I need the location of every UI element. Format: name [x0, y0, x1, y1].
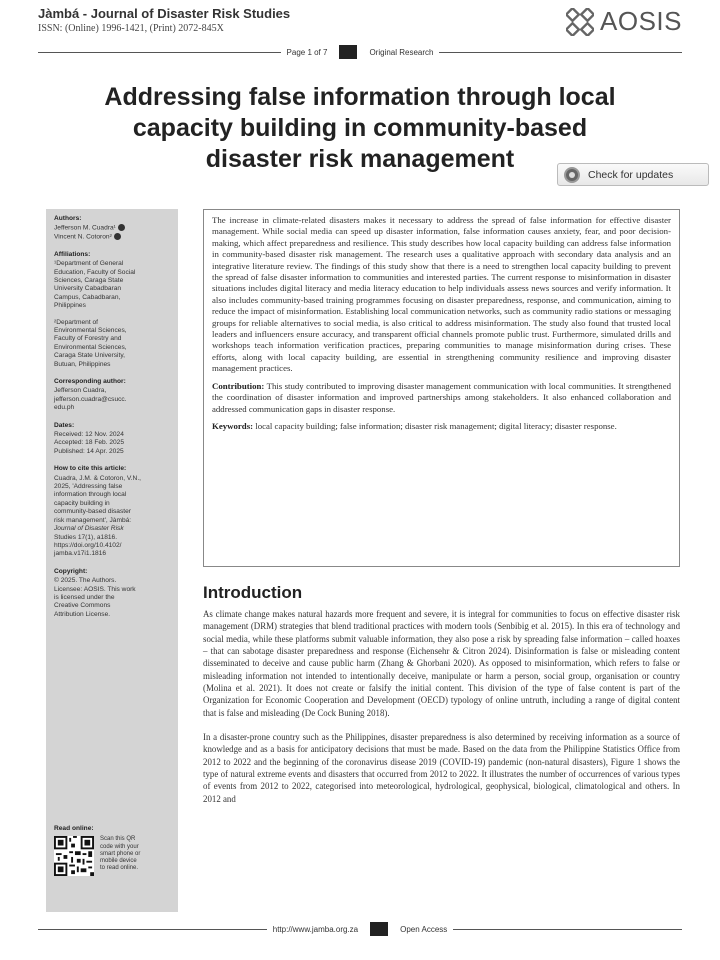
paragraph: In a disaster-prone country such as the Philippines, disaster preparedness is also determined by receiving information as a source of knowledge and as a basis for anticipatory decisions that must be made. Based on the data from the Philippine Statistics Office from 2012 to 2022 and the beginning of the coronavirus disease 2019 (COVID-19) pandemic (non-natural disasters), Figure 1 shows the type of natural extreme events and disasters that occurred from 2012 to 2022. It illustrates the number of occurrences of various types of events from 2012 to 2022, categorised into meteorological, hydrological, geophysical, biological, climatological and others. In 2012 and — [203, 732, 680, 804]
aosis-logo-icon — [566, 8, 594, 36]
affiliation-line: Caraga State University, — [54, 352, 125, 360]
journal-url[interactable]: http://www.jamba.org.za — [272, 924, 359, 934]
affiliations-block — [54, 251, 170, 369]
divider — [439, 52, 682, 53]
divider — [453, 929, 682, 930]
read-online-line: mobile device — [100, 858, 137, 865]
contribution-label: Contribution: — [212, 380, 265, 391]
update-icon — [564, 167, 580, 183]
orcid-icon[interactable] — [118, 224, 125, 231]
article-type: Original Research — [369, 47, 434, 57]
read-online-line: to read online. — [100, 865, 139, 872]
author-name — [54, 224, 170, 233]
copyright-line: © 2025. The Authors. — [54, 577, 117, 585]
copyright-line: is licensed under the — [54, 593, 115, 601]
keywords-label: Keywords: — [212, 420, 254, 431]
dates-heading: Dates: — [54, 421, 75, 429]
abstract-box — [203, 209, 680, 567]
abstract-text: The increase in climate-related disasters makes it necessary to address the spread of false information for effective disaster management. While social media can speed up disaster information, false information causes anxiety, fear, and poor decision-making, which affect preparedness and resilience. This study describes how local capacity building can address false information in community-based disaster risk management. The research uses a qualitative approach with secondary data analysis and an integrative literature review. The findings of this study show that there is a need to strengthen local capacity building to prevent the spread of false disaster information to communities and interested parties. The current response to misinformation in disaster situations includes digital literacy and media literacy education to help individuals assess news sources and verify information. It also includes community-based training programmes focusing on disaster preparedness, response, and communication, aiming to reduce the impact of misinformation. Establishing local communication networks, such as community radio stations or messaging groups for reliable alternatives to social media, is also critical to address misinformation. The study also found that trusted local leaders and influencers ensure accuracy, and transparent official channels promote public trust. Furthermore, simulated drills and workshops teach information verification practices, preparing communities to manage misinformation during crises. These efforts, along with local capacity building, are essential in strengthening community resilience and improving disaster management practices. — [212, 215, 671, 374]
copyright-line: Creative Commons — [54, 602, 111, 610]
page-number: Page 1 of 7 — [286, 47, 328, 57]
corresponding-line: Jefferson Cuadra, — [54, 387, 107, 395]
divider — [38, 929, 267, 930]
cite-line: Journal of Disaster Risk — [54, 525, 124, 533]
read-online-line: smart phone or — [100, 850, 141, 857]
date-accepted: Accepted: 18 Feb. 2025 — [54, 439, 125, 447]
corresponding-heading: Corresponding author: — [54, 378, 126, 385]
contribution-paragraph — [212, 381, 671, 415]
spacer — [54, 311, 170, 319]
copyright-line: Attribution License. — [54, 610, 111, 618]
keywords-paragraph — [212, 421, 671, 432]
authors-heading: Authors: — [54, 215, 82, 222]
cite-line: Studies 17(1), a1816. — [54, 533, 118, 541]
copyright-line: Licensee: AOSIS. This work — [54, 585, 136, 593]
section-heading: Introduction — [203, 583, 303, 602]
doi-link[interactable]: jamba.v17i1.1816 — [54, 550, 107, 558]
author-name — [54, 233, 170, 242]
affiliation-line: Environmental Sciences, — [54, 343, 127, 351]
read-online-line: Scan this QR — [100, 836, 136, 843]
divider — [38, 52, 281, 53]
cite-heading: How to cite this article: — [54, 465, 127, 473]
check-updates-label: Check for updates — [588, 168, 674, 181]
copyright-block — [54, 568, 170, 619]
aosis-logo-text: AOSIS — [600, 6, 682, 36]
doi-link[interactable]: https://doi.org/10.4102/ — [54, 541, 122, 549]
section-body — [203, 608, 680, 817]
affiliation-line: University Cabadbaran — [54, 285, 122, 293]
affiliation-line: Faculty of Forestry and — [54, 335, 122, 343]
page-header-bar — [38, 45, 682, 59]
date-published: Published: 14 Apr. 2025 — [54, 447, 124, 455]
author-1: Jefferson M. Cuadra¹ — [54, 224, 116, 232]
cite-line: 2025, 'Addressing false — [54, 483, 123, 491]
keywords-text: local capacity building; false information; disaster risk management; digital literacy; disaster response. — [255, 420, 617, 431]
affiliations-heading: Affiliations: — [54, 250, 91, 258]
cite-line: risk management', Jàmbá: — [54, 516, 132, 524]
journal-issn: ISSN: (Online) 1996-1421, (Print) 2072-845X — [38, 23, 224, 34]
affiliation-line: Campus, Cabadbaran, — [54, 293, 121, 301]
paragraph: As climate change makes natural hazards more frequent and severe, it is integral for communities to focus on effective disaster risk management (DRM) strategies that blend traditional practices with modern tools (Senbibig et al. 2015). In this era of technology and social media, while these platforms submit valuable information, they also pose a risk by spreading false information – called hoaxes – that can sabotage disaster preparedness and response (Eichensehr & Citron 2024). Disinformation is false or misleading content disseminated to deceive and cause public harm (Zhang & Ghorbani 2020). As opposed to misinformation, which refers to false or misleading information not intended to intentionally deceive, manipulate or harm a person, social group, organisation or country (Molina et al. 2021). It does not create or falsify the initial content. This division of the type of false content is part of the Organization for Economic Cooperation and Development (OECD) typology of online untruth, including a range of digital content that is false and misleading (De Cock Buning 2018). — [203, 609, 680, 718]
article-title: Addressing false information through local capacity building in community-based disaster risk management — [104, 83, 616, 173]
affiliation-line: ¹Department of General — [54, 260, 124, 268]
corresponding-block — [54, 378, 170, 413]
read-online-heading: Read online: — [54, 825, 94, 832]
cite-line: information through local — [54, 491, 127, 499]
author-2: Vincent N. Cotoron² — [54, 233, 112, 241]
authors-block — [54, 215, 170, 242]
read-online-block — [54, 825, 170, 876]
affiliation-line: Environmental Sciences, — [54, 326, 127, 334]
cite-line: community-based disaster — [54, 508, 131, 516]
open-access-label: Open Access — [400, 924, 448, 934]
corresponding-email[interactable]: jefferson.cuadra@csucc. — [54, 395, 127, 403]
affiliation-line: Philippines — [54, 302, 86, 310]
journal-name: Jàmbá - Journal of Disaster Risk Studies — [38, 6, 291, 21]
contribution-text: This study contributed to improving disaster management communication with local communities. It strengthened the coordination of disaster information and improved partnerships among stakeholders. It also enhanced collaboration and addressed communication gaps in disaster response. — [212, 380, 672, 414]
affiliation-line: Sciences, Caraga State — [54, 276, 124, 284]
cite-line: capacity building in — [54, 499, 110, 507]
affiliation-line: ²Department of — [54, 318, 98, 326]
dates-block — [54, 422, 170, 457]
affiliation-line: Education, Faculty of Social — [54, 268, 136, 276]
article-sidebar — [46, 209, 178, 912]
cite-line: Cuadra, J.M. & Cotoron, V.N., — [54, 474, 141, 482]
date-received: Received: 12 Nov. 2024 — [54, 431, 124, 439]
corresponding-line: edu.ph — [54, 404, 75, 412]
page-footer — [38, 922, 682, 936]
copyright-heading: Copyright: — [54, 567, 88, 575]
divider-block — [339, 45, 357, 59]
affiliation-line: Butuan, Philippines — [54, 360, 111, 368]
divider-block — [370, 922, 388, 936]
read-online-line: code with your — [100, 843, 139, 850]
check-updates-button[interactable] — [557, 163, 709, 186]
cite-block — [54, 465, 170, 558]
qr-code-icon[interactable] — [54, 836, 94, 876]
aosis-logo — [566, 6, 682, 37]
orcid-icon[interactable] — [114, 233, 121, 240]
